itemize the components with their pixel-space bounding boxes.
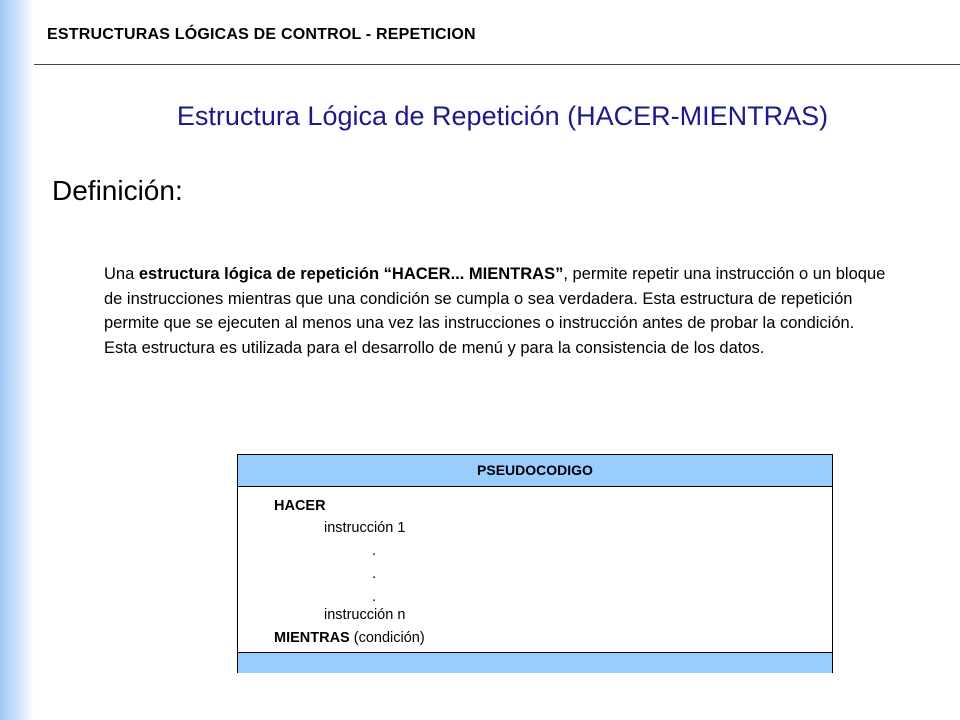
definition-text-start: Una xyxy=(104,265,139,283)
pseudocode-footer xyxy=(238,653,832,673)
header-divider xyxy=(34,64,960,65)
definition-paragraph xyxy=(104,262,904,360)
pseudocode-table xyxy=(237,454,833,673)
slide-title: Estructura Lógica de Repetición (HACER-MIENTRAS) xyxy=(176,101,829,131)
definition-text xyxy=(104,262,904,336)
pseudocode-condition: (condición) xyxy=(349,630,425,646)
definition-bold-term: estructura lógica de repetición “HACER... MIENTRAS” xyxy=(138,265,564,283)
pseudocode-ellipsis-dot: . xyxy=(372,566,377,582)
header-title: ESTRUCTURAS LÓGICAS DE CONTROL - REPETICION xyxy=(47,26,476,43)
pseudocode-hacer: HACER xyxy=(274,498,326,514)
definition-text-rest: , permite repetir una instrucción o un bloque de instrucciones mientras que una condición se cumpla o sea verdadera. Esta estructura de repetición permite que se ejecuten al menos una vez las instrucciones o instrucción antes de probar la condición. xyxy=(104,265,886,332)
pseudocode-instruction-n: instrucción n xyxy=(324,607,406,623)
pseudocode-body xyxy=(238,487,832,653)
pseudocode-mientras-keyword: MIENTRAS xyxy=(274,630,350,646)
section-heading: Definición: xyxy=(52,175,183,206)
usage-text: Esta estructura es utilizada para el desarrollo de menú y para la consistencia de los datos. xyxy=(104,338,765,357)
pseudocode-ellipsis-dot: . xyxy=(372,589,377,605)
pseudocode-ellipsis-dot: . xyxy=(372,543,377,559)
pseudocode-mientras xyxy=(274,630,425,646)
pseudocode-instruction-1: instrucción 1 xyxy=(324,520,406,536)
pseudocode-header: PSEUDOCODIGO xyxy=(238,455,832,487)
